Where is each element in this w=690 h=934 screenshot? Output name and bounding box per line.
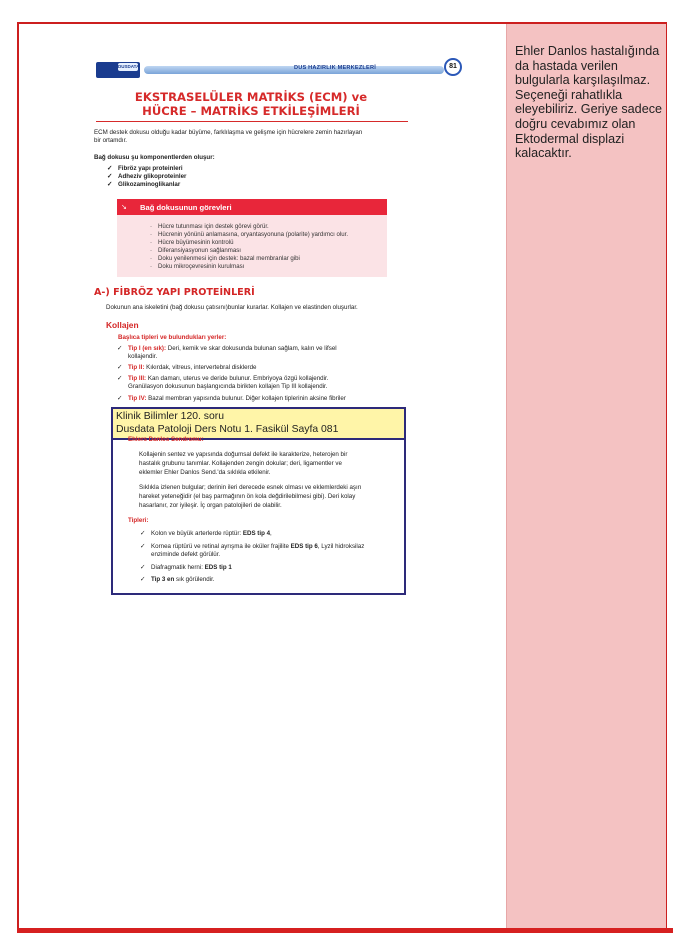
reference-line-2: Dusdata Patoloji Ders Notu 1. Fasikül Sayfa 081 <box>116 424 339 435</box>
sidebar-note: Ehler Danlos hastalığında da hastada verilen bulgularla karşılaşılmaz. Seçeneği rahatlıkla eleyebiliriz. Geriye sadece doğru cevabımız olan Ektodermal displazi kalacaktır. <box>515 44 662 161</box>
eds-paragraph-line: hareket yeteneğidir (el baş parmağının ön kola değdirilebilmesi gibi). Deri kolay <box>139 493 356 500</box>
function-item: · Diferansiyasyonun sağlanması <box>158 247 241 255</box>
collagen-type-item: ✓ Tip III: Kan damarı, uterus ve deride bulunur. Embriyoya özgü kollajendir. <box>128 375 328 383</box>
function-item: · Hücrenin yönünü anlamasına, oryantasyonuna (polarite) yardımcı olur. <box>158 231 348 239</box>
document-title <box>96 90 406 118</box>
logo-badge: DUSDATA <box>118 64 140 69</box>
arrow-icon: ↘ <box>121 204 127 211</box>
eds-type-item: ✓ Tip 3 en sık görülendir. <box>151 576 215 584</box>
eds-paragraph-line: eklemler Ehler Danlos Send.'da sıklıkla etkilenir. <box>139 469 271 476</box>
collagen-type-item: ✓ Tip II: Kıkırdak, vitreus, intervertebral disklerde <box>128 364 257 372</box>
intro-line-1: ECM destek dokusu olduğu kadar büyüme, farklılaşma ve gelişme için hücrelere zemin hazırlayan <box>94 129 363 136</box>
eds-heading: Ehlers Danlos Sendromu: <box>128 436 204 443</box>
header-label: DUS HAZIRLIK MERKEZLERİ <box>294 65 376 71</box>
types-heading: Başlıca tipleri ve bulundukları yerler: <box>118 334 227 341</box>
eds-types-heading: Tipleri: <box>128 517 149 524</box>
collagen-type-item: ✓ Tip IV: Bazal membran yapısında bulunur. Diğer kollajen tiplerinin aksine fibriler <box>128 395 346 403</box>
eds-paragraph-line: hasarlanır, zor iyileşir. İç organ patolojileri de olabilir. <box>139 502 282 509</box>
subsection-heading: Kollajen <box>106 320 139 330</box>
eds-type-item: ✓ Kornea rüptürü ve retinal ayrışma ile oküler frajilite EDS tip 6, Lyzil hidroksilaz <box>151 543 364 551</box>
components-heading: Bağ dokusu şu komponentlerden oluşur: <box>94 154 215 161</box>
collagen-type-cont: kollajendir. <box>128 353 158 360</box>
component-item: ✓ Fibröz yapı proteinleri <box>118 165 183 173</box>
section-text: Dokunun ana iskeletini (bağ dokusu çatısını)bunlar kurarlar. Kollajen ve elastinden oluşurlar. <box>106 304 358 311</box>
function-item: · Doku mikroçevresinin kurulması <box>158 263 244 271</box>
eds-type-cont: enziminde defekt görülür. <box>151 551 221 558</box>
function-item: · Hücre büyümesinin kontrolü <box>158 239 234 247</box>
component-item: ✓ Adheziv glikoproteinler <box>118 173 186 181</box>
collagen-type-item: ✓ Tip I (en sık): Deri, kemik ve skar dokusunda bulunan sağlam, kalın ve lifsel <box>128 345 337 353</box>
eds-paragraph-line: Kollajenin sentez ve yapısında doğumsal defekt ile karakterize, heterojen bir <box>139 451 348 458</box>
component-item: ✓ Glikozaminoglikanlar <box>118 181 180 189</box>
collagen-type-cont: Granülasyon dokusunun başlangıcında birikten kollajen Tip III kollajendir. <box>128 383 328 390</box>
dusdata-logo <box>96 62 140 78</box>
eds-type-item: ✓ Kolon ve büyük arterlerde rüptür: EDS tip 4, <box>151 530 272 538</box>
eds-paragraph-line: hastalık grubunu tanımlar. Kollajenden zengin dokular; deri, ligamentler ve <box>139 460 342 467</box>
eds-paragraph-line: Sıklıkla izlenen bulgular; derinin ileri derecede esnek olması ve eklemlerdeki aşırı <box>139 484 362 491</box>
reference-line-1: Klinik Bilimler 120. soru <box>116 411 224 422</box>
function-item: · Doku yenilenmesi için destek: bazal membranlar gibi <box>158 255 300 263</box>
document-header <box>96 60 464 78</box>
page-number: 81 <box>444 58 462 76</box>
functions-box-title: Bağ dokusunun görevleri <box>140 203 232 212</box>
title-line-2: HÜCRE – MATRİKS ETKİLEŞİMLERİ <box>142 104 360 118</box>
function-item: · Hücre tutunması için destek görevi görür. <box>158 223 269 231</box>
title-line-1: EKSTRASELÜLER MATRİKS (ECM) ve <box>134 90 368 104</box>
title-rule <box>96 121 408 122</box>
eds-type-item: ✓ Diafragmatik herni: EDS tip 1 <box>151 564 232 572</box>
bottom-border <box>17 928 673 933</box>
section-heading: A-) FİBRÖZ YAPI PROTEİNLERİ <box>94 287 255 298</box>
intro-line-2: bir ortamdır. <box>94 137 128 144</box>
